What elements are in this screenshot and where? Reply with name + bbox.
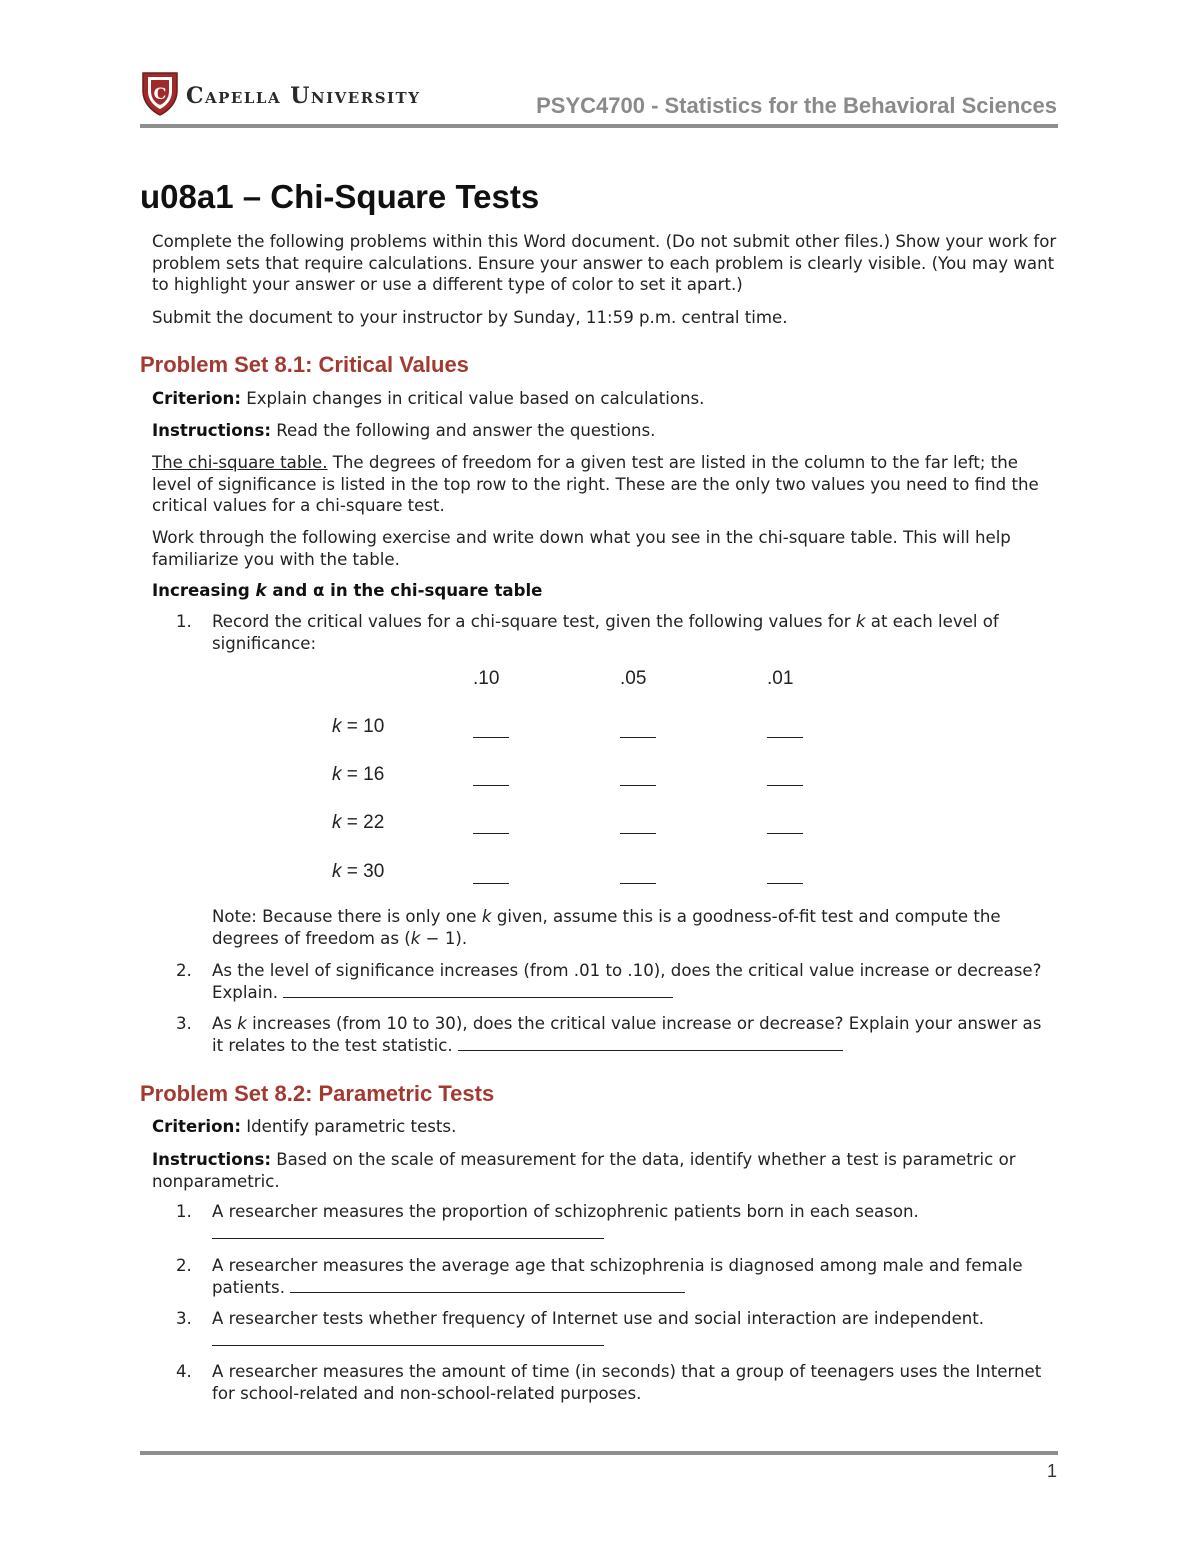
instructions-label: Instructions: xyxy=(152,421,271,440)
answer-blank[interactable] xyxy=(290,1277,685,1293)
problem-set-heading: Problem Set 8.2: Parametric Tests xyxy=(140,1081,495,1106)
problem-set-heading: Problem Set 8.1: Critical Values xyxy=(140,352,469,377)
answer-blank[interactable] xyxy=(283,982,673,998)
shield-icon xyxy=(140,69,180,117)
intro-paragraph: Complete the following problems within this Word document. (Do not submit other files.) Show your work for problem sets that require calculations. Ensure your answer to each problem is clearly visible. (You may want to highlight your answer or use a different type of color to set it apart.) xyxy=(152,232,1057,294)
page-number: 1 xyxy=(1046,1461,1057,1481)
parametric-question: A researcher measures the proportion of schizophrenic patients born in each season. xyxy=(212,1201,1057,1244)
chi-square-table-paragraph xyxy=(152,452,1057,517)
question-1: Record the critical values for a chi-square test, given the following values for k at each level of significance: xyxy=(212,612,999,653)
question-number: 4. xyxy=(176,1362,192,1381)
instructions-text: Read the following and answer the questions. xyxy=(270,421,656,440)
instructions-text: Based on the scale of measurement for the data, identify whether a test is parametric or nonparametric. xyxy=(152,1150,1016,1191)
svg-text:C: C xyxy=(153,84,167,103)
note: Note: Because there is only one k given, assume this is a goodness-of-fit test and compute the degrees of freedom as (k − 1). xyxy=(212,907,1001,948)
logo-wordmark: Capella University xyxy=(186,83,421,109)
k-row-label: k = 16 xyxy=(332,764,385,785)
parametric-question: A researcher measures the amount of time (in seconds) that a group of teenagers uses the Internet for school-related and non-school-related purposes. xyxy=(212,1362,1042,1403)
footer-divider xyxy=(140,1451,1058,1455)
question-number: 2. xyxy=(176,961,192,980)
chi-square-table-link[interactable]: The chi-square table. xyxy=(152,453,328,472)
answer-blank[interactable] xyxy=(767,833,803,834)
answer-blank[interactable] xyxy=(767,737,803,738)
k-row-label: k = 10 xyxy=(332,716,385,737)
criterion-text: Identify parametric tests. xyxy=(240,1117,457,1136)
answer-blank[interactable] xyxy=(473,785,509,786)
question-2: As the level of significance increases (from .01 to .10), does the critical value increase or decrease? Explain. xyxy=(212,961,1042,1002)
criterion-line xyxy=(152,1116,1057,1138)
header-divider xyxy=(140,124,1058,128)
submit-paragraph: Submit the document to your instructor by Sunday, 11:59 p.m. central time. xyxy=(152,308,788,327)
criterion-label: Criterion: xyxy=(152,1117,241,1136)
question-number: 2. xyxy=(176,1256,192,1275)
level-005: .05 xyxy=(620,668,647,689)
instructions-line xyxy=(152,1149,1057,1192)
answer-blank[interactable] xyxy=(473,737,509,738)
question-3: As k increases (from 10 to 30), does the critical value increase or decrease? Explain your answer as it relates to the test statistic. xyxy=(212,1014,1042,1055)
course-title: PSYC4700 - Statistics for the Behavioral Sciences xyxy=(536,93,1057,118)
answer-blank[interactable] xyxy=(212,1330,604,1346)
answer-blank[interactable] xyxy=(620,883,656,884)
answer-blank[interactable] xyxy=(458,1035,843,1051)
question-number: 3. xyxy=(176,1309,192,1328)
answer-blank[interactable] xyxy=(473,883,509,884)
k-row-label: k = 22 xyxy=(332,812,385,833)
answer-blank[interactable] xyxy=(473,833,509,834)
page-title: u08a1 – Chi-Square Tests xyxy=(140,178,540,215)
answer-blank[interactable] xyxy=(212,1223,604,1239)
parametric-question: A researcher measures the average age that schizophrenia is diagnosed among male and female patients. xyxy=(212,1256,1023,1297)
level-001: .01 xyxy=(767,668,794,689)
instructions-label: Instructions: xyxy=(152,1150,271,1169)
question-number: 3. xyxy=(176,1014,192,1033)
level-010: .10 xyxy=(473,668,500,689)
work-paragraph: Work through the following exercise and write down what you see in the chi-square table. This will help familiarize you with the table. xyxy=(152,528,1011,569)
question-number: 1. xyxy=(176,612,192,631)
parametric-question: A researcher tests whether frequency of Internet use and social interaction are independent. xyxy=(212,1308,1057,1351)
k-row-label: k = 30 xyxy=(332,861,385,882)
question-number: 1. xyxy=(176,1202,192,1221)
subheading: Increasing k and α in the chi-square table xyxy=(152,581,543,600)
criterion-text: Explain changes in critical value based on calculations. xyxy=(240,389,705,408)
answer-blank[interactable] xyxy=(620,833,656,834)
criterion-line xyxy=(152,388,1057,410)
instructions-line xyxy=(152,420,1057,442)
criterion-label: Criterion: xyxy=(152,389,241,408)
answer-blank[interactable] xyxy=(620,785,656,786)
answer-blank[interactable] xyxy=(767,883,803,884)
table-description: The degrees of freedom for a given test are listed in the column to the far left; the level of significance is listed in the top row to the right. These are the only two values you need to find the critical values for a chi-square test. xyxy=(152,453,1039,515)
answer-blank[interactable] xyxy=(767,785,803,786)
answer-blank[interactable] xyxy=(620,737,656,738)
